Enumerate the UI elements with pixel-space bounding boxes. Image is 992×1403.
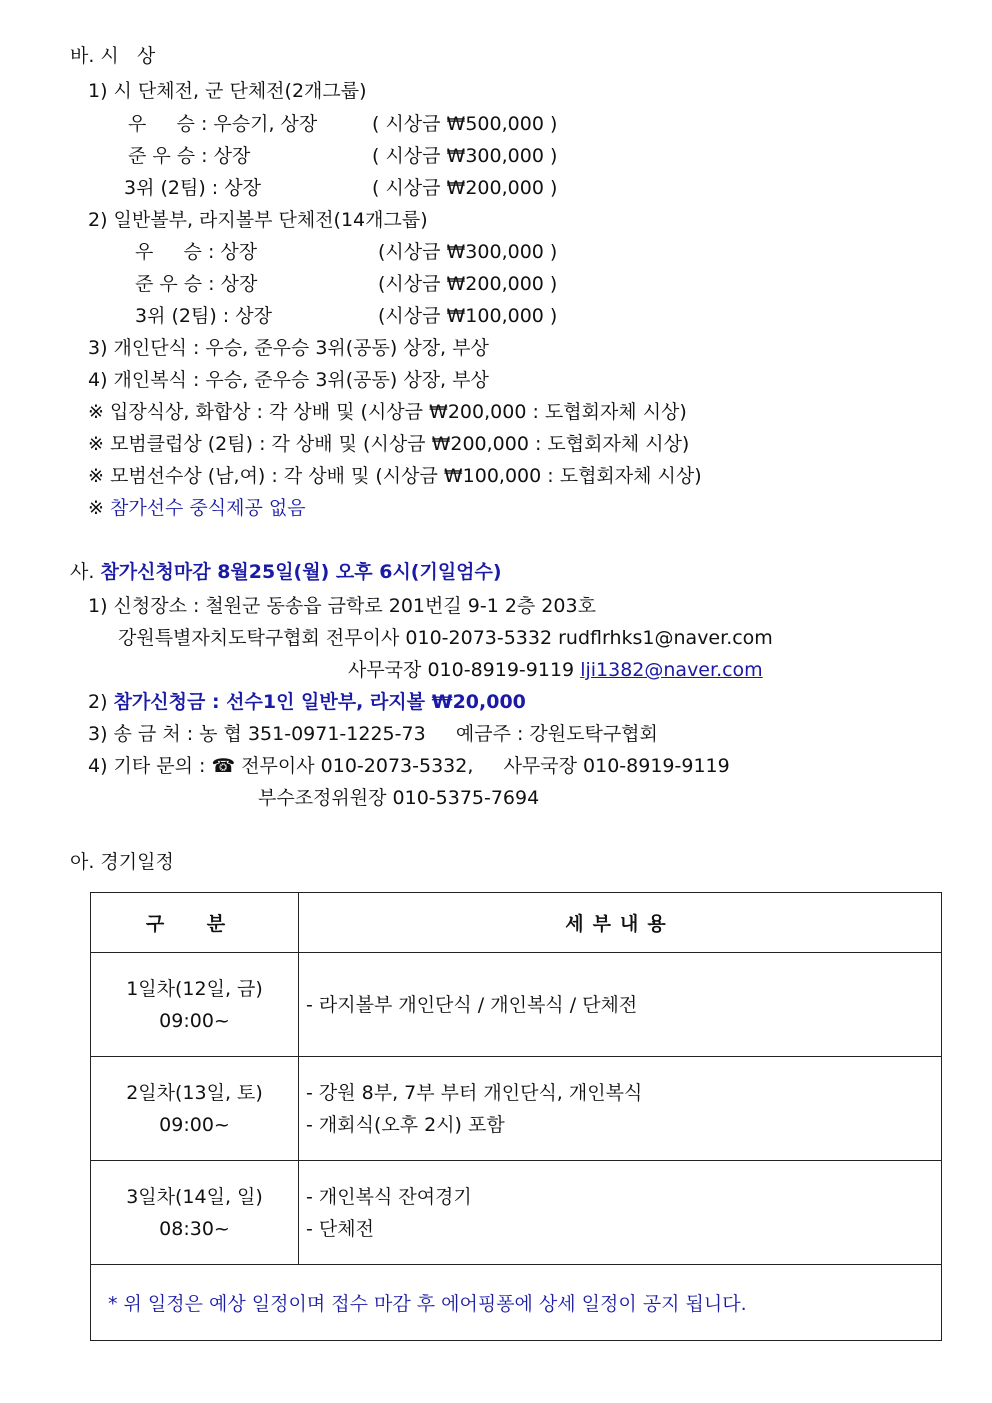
section-prefix: 사. — [70, 561, 95, 583]
awards-item-2-row-3-prize: (시상금 ₩100,000 ) — [378, 305, 558, 327]
detail-cell — [299, 1161, 942, 1265]
day-label: 3일차(14일, 일) — [126, 1185, 263, 1208]
awards-note-1: ※ 입장식상, 화합상 : 각 상배 및 (시상금 ₩200,000 : 도협회자체 시상) — [88, 401, 687, 423]
table-row — [91, 953, 942, 1057]
secretary-phone: 사무국장 010-8919-9119 — [348, 659, 581, 681]
detail-cell — [299, 1057, 942, 1161]
awards-note-3: ※ 모범선수상 (남,여) : 각 상배 및 (시상금 ₩100,000 : 도협회자체 시상) — [88, 465, 702, 487]
day-label: 1일차(12일, 금) — [126, 977, 263, 1000]
awards-item-2-row-2-label: 준 우 승 : 상장 — [135, 273, 258, 295]
registration-deadline: 참가신청마감 8월25일(월) 오후 6시(기일엄수) — [100, 561, 502, 583]
reference-mark: ※ — [88, 497, 104, 519]
awards-item-1-row-1-label: 우 승 : 우승기, 상장 — [128, 113, 318, 135]
inquiries-contacts: 전무이사 010-2073-5332, 사무국장 010-8919-9119 — [235, 755, 730, 777]
awards-item-1-heading: 1) 시 단체전, 군 단체전(2개그룹) — [88, 80, 367, 102]
awards-item-1-row-1-prize: ( 시상금 ₩500,000 ) — [372, 113, 558, 135]
registration-place: 1) 신청장소 : 철원군 동송읍 금학로 201번길 9-1 2층 203호 — [88, 595, 596, 617]
other-inquiries — [88, 754, 730, 778]
no-lunch-notice: 참가선수 중식제공 없음 — [109, 497, 306, 519]
detail-line: - 단체전 — [306, 1217, 374, 1240]
header-details-label: 세부내용 — [565, 913, 675, 935]
schedule-table — [90, 892, 942, 1341]
awards-item-2-row-2-prize: (시상금 ₩200,000 ) — [378, 273, 558, 295]
inquiries-contact-seeding: 부수조정위원장 010-5375-7694 — [258, 787, 540, 809]
table-header-row — [91, 893, 942, 953]
detail-line: - 강원 8부, 7부 부터 개인단식, 개인복식 — [306, 1081, 643, 1104]
registration-contact-secretary — [348, 658, 763, 682]
table-footnote-row — [91, 1265, 942, 1341]
header-category — [91, 893, 299, 953]
awards-note-2: ※ 모범클럽상 (2팀) : 각 상배 및 (시상금 ₩200,000 : 도협회자체 시상) — [88, 433, 690, 455]
item-prefix: 2) — [88, 691, 108, 713]
start-time: 09:00~ — [159, 1113, 230, 1136]
header-category-label: 구 분 — [145, 913, 244, 935]
inquiries-prefix: 4) 기타 문의 : — [88, 755, 206, 777]
day-cell — [91, 1161, 299, 1265]
section-title-awards: 바. 시 상 — [70, 45, 156, 67]
awards-item-1-row-2-label: 준 우 승 : 상장 — [128, 145, 251, 167]
detail-line: - 라지볼부 개인단식 / 개인복식 / 단체전 — [306, 993, 638, 1016]
day-label: 2일차(13일, 토) — [126, 1081, 263, 1104]
awards-item-2-row-1-label: 우 승 : 상장 — [135, 241, 258, 263]
section-title-schedule: 아. 경기일정 — [70, 851, 174, 873]
detail-line: - 개회식(오후 2시) 포함 — [306, 1113, 505, 1136]
awards-item-3: 3) 개인단식 : 우승, 준우승 3위(공동) 상장, 부상 — [88, 337, 489, 359]
table-row — [91, 1057, 942, 1161]
phone-icon: ☎ — [211, 755, 236, 777]
table-row — [91, 1161, 942, 1265]
secretary-email-link[interactable]: lji1382@naver.com — [580, 659, 763, 681]
registration-fee — [88, 690, 526, 714]
awards-note-4 — [88, 496, 306, 520]
day-cell — [91, 953, 299, 1057]
awards-item-1-row-2-prize: ( 시상금 ₩300,000 ) — [372, 145, 558, 167]
awards-item-2-heading: 2) 일반볼부, 라지볼부 단체전(14개그룹) — [88, 209, 428, 231]
registration-contact-director: 강원특별자치도탁구협회 전무이사 010-2073-5332 rudflrhks1@naver.com — [118, 627, 773, 649]
awards-item-4: 4) 개인복식 : 우승, 준우승 3위(공동) 상장, 부상 — [88, 369, 489, 391]
awards-item-2-row-3-label: 3위 (2팀) : 상장 — [135, 305, 272, 327]
detail-line: - 개인복식 잔여경기 — [306, 1185, 472, 1208]
schedule-footnote: * 위 일정은 예상 일정이며 접수 마감 후 에어핑퐁에 상세 일정이 공지 됩니다. — [91, 1265, 942, 1341]
start-time: 09:00~ — [159, 1009, 230, 1032]
detail-cell — [299, 953, 942, 1057]
awards-item-2-row-1-prize: (시상금 ₩300,000 ) — [378, 241, 558, 263]
day-cell — [91, 1057, 299, 1161]
registration-fee-text: 참가신청금 : 선수1인 일반부, 라지볼 ₩20,000 — [113, 691, 526, 713]
start-time: 08:30~ — [159, 1217, 230, 1240]
header-details — [299, 893, 942, 953]
remittance-info: 3) 송 금 처 : 농 협 351-0971-1225-73 예금주 : 강원도탁구협회 — [88, 723, 658, 745]
awards-item-1-row-3-prize: ( 시상금 ₩200,000 ) — [372, 177, 558, 199]
awards-item-1-row-3-label: 3위 (2팀) : 상장 — [124, 177, 261, 199]
section-title-registration — [70, 560, 502, 584]
